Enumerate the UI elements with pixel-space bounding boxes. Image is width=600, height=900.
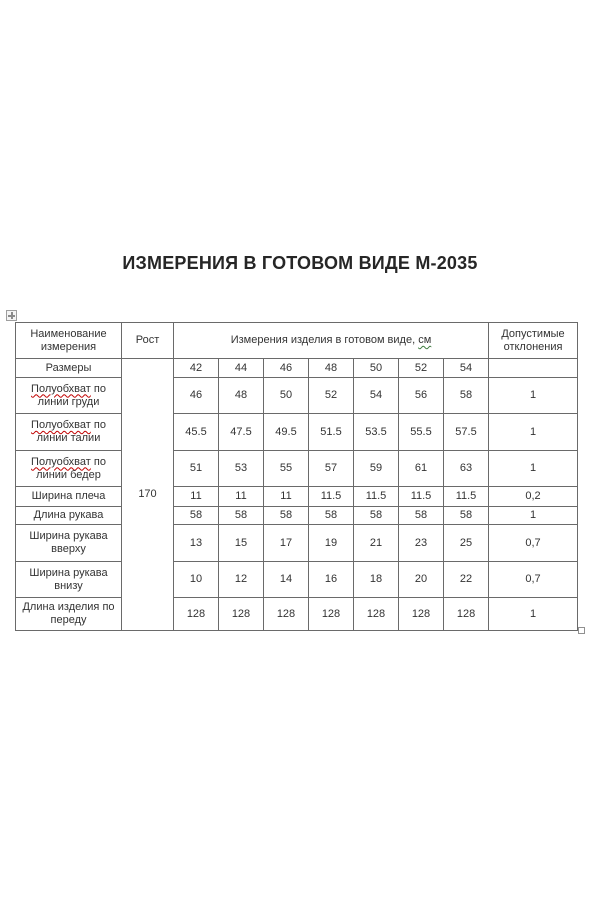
table-resize-handle[interactable] (578, 627, 585, 634)
table-row (16, 414, 578, 451)
sizes-row (16, 359, 578, 378)
table-row (16, 378, 578, 414)
size-cell[interactable]: 44 (219, 359, 264, 378)
deviation-cell[interactable]: 1 (489, 507, 578, 525)
value-cell[interactable]: 10 (174, 562, 219, 598)
value-cell[interactable]: 128 (174, 598, 219, 631)
value-cell[interactable]: 11.5 (354, 487, 399, 507)
value-cell[interactable]: 56 (399, 378, 444, 414)
deviation-empty-cell[interactable] (489, 359, 578, 378)
spell-check-underline: Полуобхват (31, 419, 91, 431)
value-cell[interactable]: 49.5 (264, 414, 309, 451)
value-cell[interactable]: 128 (264, 598, 309, 631)
value-cell[interactable]: 11.5 (309, 487, 354, 507)
value-cell[interactable]: 57.5 (444, 414, 489, 451)
value-cell[interactable]: 58 (444, 378, 489, 414)
value-cell[interactable]: 11 (219, 487, 264, 507)
row-label-text: Длина рукава (33, 509, 104, 521)
value-cell[interactable]: 57 (309, 451, 354, 487)
value-cell[interactable]: 58 (444, 507, 489, 525)
row-label-text: по линии груди (37, 382, 106, 408)
row-label-text: по линии талии (36, 419, 106, 444)
value-cell[interactable]: 12 (219, 562, 264, 598)
value-cell[interactable]: 47.5 (219, 414, 264, 451)
value-cell[interactable]: 63 (444, 451, 489, 487)
size-cell[interactable]: 46 (264, 359, 309, 378)
header-measurements-text: Измерения изделия в готовом виде, (230, 334, 419, 346)
deviation-cell[interactable]: 1 (489, 414, 578, 451)
height-value-cell[interactable]: 170 (122, 359, 174, 631)
value-cell[interactable]: 18 (354, 562, 399, 598)
value-cell[interactable]: 59 (354, 451, 399, 487)
value-cell[interactable]: 23 (399, 525, 444, 562)
value-cell[interactable]: 55.5 (399, 414, 444, 451)
deviation-cell[interactable]: 1 (489, 451, 578, 487)
value-cell[interactable]: 58 (399, 507, 444, 525)
row-label-chest[interactable] (16, 378, 122, 414)
value-cell[interactable]: 51.5 (309, 414, 354, 451)
value-cell[interactable]: 46 (174, 378, 219, 414)
value-cell[interactable]: 58 (264, 507, 309, 525)
deviation-cell[interactable]: 1 (489, 378, 578, 414)
row-label-front-length[interactable] (16, 598, 122, 631)
spell-check-underline: Полуобхват (31, 455, 91, 468)
value-cell[interactable]: 53.5 (354, 414, 399, 451)
value-cell[interactable]: 15 (219, 525, 264, 562)
table-row (16, 562, 578, 598)
value-cell[interactable]: 13 (174, 525, 219, 562)
table-row (16, 525, 578, 562)
measurements-table (15, 322, 578, 631)
row-label-sleeve-width-top[interactable] (16, 525, 122, 562)
header-measurement-name[interactable]: Наименование измерения (16, 323, 122, 359)
header-deviations[interactable]: Допустимые отклонения (489, 323, 578, 359)
grammar-check-underline: см (418, 334, 432, 346)
row-label-text: Ширина рукава внизу (29, 566, 108, 592)
deviation-cell[interactable]: 1 (489, 598, 578, 631)
value-cell[interactable]: 21 (354, 525, 399, 562)
value-cell[interactable]: 14 (264, 562, 309, 598)
table-row (16, 451, 578, 487)
size-cell[interactable]: 54 (444, 359, 489, 378)
value-cell[interactable]: 25 (444, 525, 489, 562)
value-cell[interactable]: 11 (174, 487, 219, 507)
deviation-cell[interactable]: 0,7 (489, 562, 578, 598)
value-cell[interactable]: 52 (309, 378, 354, 414)
header-measurements-cm[interactable] (174, 323, 489, 359)
row-label-text: Ширина рукава вверху (29, 530, 108, 555)
value-cell[interactable]: 128 (309, 598, 354, 631)
value-cell[interactable]: 20 (399, 562, 444, 598)
row-label-shoulder-width[interactable] (16, 487, 122, 507)
table-row (16, 598, 578, 631)
row-label-text: Ширина плеча (31, 490, 106, 502)
deviation-cell[interactable]: 0,2 (489, 487, 578, 507)
value-cell[interactable]: 58 (354, 507, 399, 525)
value-cell[interactable]: 17 (264, 525, 309, 562)
value-cell[interactable]: 58 (174, 507, 219, 525)
value-cell[interactable]: 11.5 (399, 487, 444, 507)
size-cell[interactable]: 52 (399, 359, 444, 378)
value-cell[interactable]: 22 (444, 562, 489, 598)
value-cell[interactable]: 58 (219, 507, 264, 525)
value-cell[interactable]: 61 (399, 451, 444, 487)
deviation-cell[interactable]: 0,7 (489, 525, 578, 562)
value-cell[interactable]: 50 (264, 378, 309, 414)
row-label-sleeve-length[interactable] (16, 507, 122, 525)
value-cell[interactable]: 54 (354, 378, 399, 414)
value-cell[interactable]: 55 (264, 451, 309, 487)
value-cell[interactable]: 19 (309, 525, 354, 562)
value-cell[interactable]: 51 (174, 451, 219, 487)
value-cell[interactable]: 53 (219, 451, 264, 487)
value-cell[interactable]: 128 (219, 598, 264, 631)
row-label-text: Длина изделия по переду (22, 601, 115, 626)
row-label-waist[interactable] (16, 414, 122, 451)
value-cell[interactable]: 58 (309, 507, 354, 525)
row-label-sleeve-width-bottom[interactable] (16, 562, 122, 598)
size-cell[interactable]: 48 (309, 359, 354, 378)
value-cell[interactable]: 128 (444, 598, 489, 631)
header-height[interactable]: Рост (122, 323, 174, 359)
move-cross-icon (8, 315, 15, 317)
value-cell[interactable]: 45.5 (174, 414, 219, 451)
table-move-handle-icon[interactable] (6, 310, 17, 321)
table-header-row (16, 323, 578, 359)
page-title: ИЗМЕРЕНИЯ В ГОТОВОМ ВИДЕ М-2035 (122, 253, 478, 273)
size-cell[interactable]: 50 (354, 359, 399, 378)
table-row (16, 507, 578, 525)
row-label-hips[interactable] (16, 451, 122, 487)
spell-check-underline: Полуобхват (31, 382, 91, 395)
value-cell[interactable]: 11 (264, 487, 309, 507)
sizes-label-cell[interactable]: Размеры (16, 359, 122, 378)
row-label-text: по линии бедер (36, 455, 106, 481)
size-cell[interactable]: 42 (174, 359, 219, 378)
value-cell[interactable]: 128 (354, 598, 399, 631)
value-cell[interactable]: 11.5 (444, 487, 489, 507)
value-cell[interactable]: 48 (219, 378, 264, 414)
value-cell[interactable]: 128 (399, 598, 444, 631)
value-cell[interactable]: 16 (309, 562, 354, 598)
table-row (16, 487, 578, 507)
